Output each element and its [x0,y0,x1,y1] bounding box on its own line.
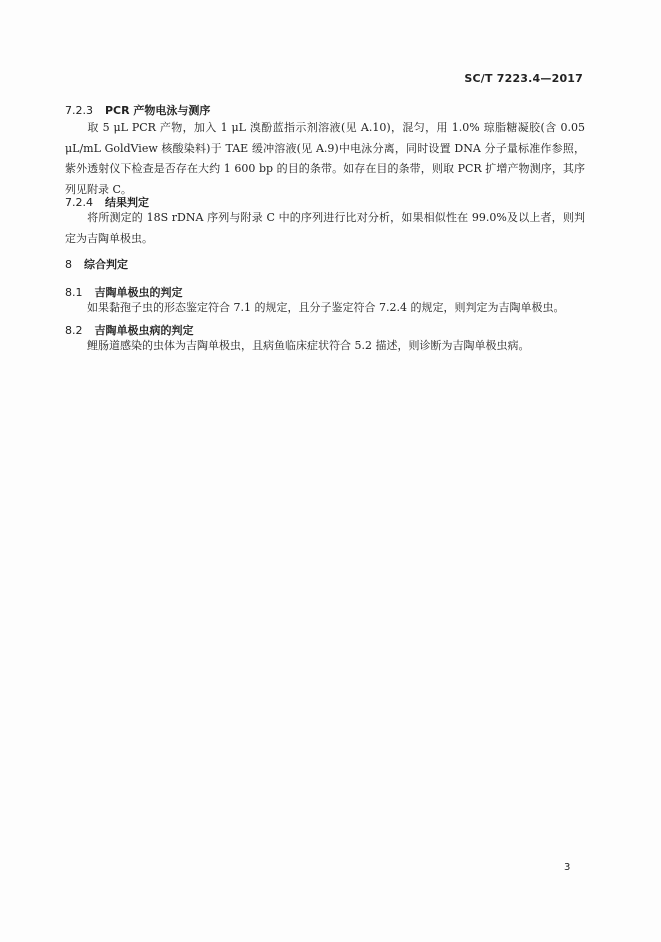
section-number: 8.2 [65,324,83,337]
page-number: 3 [564,862,571,873]
paragraph-text: 取 5 μL PCR 产物，加入 1 μL 溴酚蓝指示剂溶液(见 A.10)，混匀，用 1.0% 琼脂糖凝胶(含 0.05 μL/mL GoldView 核酸染料)于 TAE 缓冲溶液(见 A.9)中电泳分离，同时设置 DNA 分子量标准作参照，紫外透射仪下检查是否存在大约 1 600 bp 的目的条带。如存在目的条带，则取 PCR 扩增产物测序，其序列见附录 C。 [65,121,585,196]
standard-code: SC/T 7223.4—2017 [464,72,583,85]
section-body-8-1 [65,298,585,319]
paragraph-text: 将所测定的 18S rDNA 序列与附录 C 中的序列进行比对分析，如果相似性在 99.0%及以上者，则判定为吉陶单极虫。 [65,211,585,245]
section-body-8-2 [65,336,585,357]
section-body-7-2-4 [65,208,585,249]
section-title: 综合判定 [84,258,128,271]
section-number: 8 [65,258,72,271]
section-heading-8 [65,256,128,272]
paragraph-text: 鲤肠道感染的虫体为吉陶单极虫，且病鱼临床症状符合 5.2 描述，则诊断为吉陶单极虫病。 [87,339,530,352]
section-heading-7-2-3 [65,102,210,118]
section-title: PCR 产物电泳与测序 [105,104,211,117]
paragraph-text: 如果黏孢子虫的形态鉴定符合 7.1 的规定，且分子鉴定符合 7.2.4 的规定，则判定为吉陶单极虫。 [87,301,565,314]
section-title: 吉陶单极虫的判定 [94,286,183,299]
section-number: 8.1 [65,286,83,299]
section-number: 7.2.3 [65,104,93,117]
section-body-7-2-3 [65,118,585,200]
section-number: 7.2.4 [65,196,93,209]
section-title: 结果判定 [105,196,149,209]
section-title: 吉陶单极虫病的判定 [94,324,194,337]
